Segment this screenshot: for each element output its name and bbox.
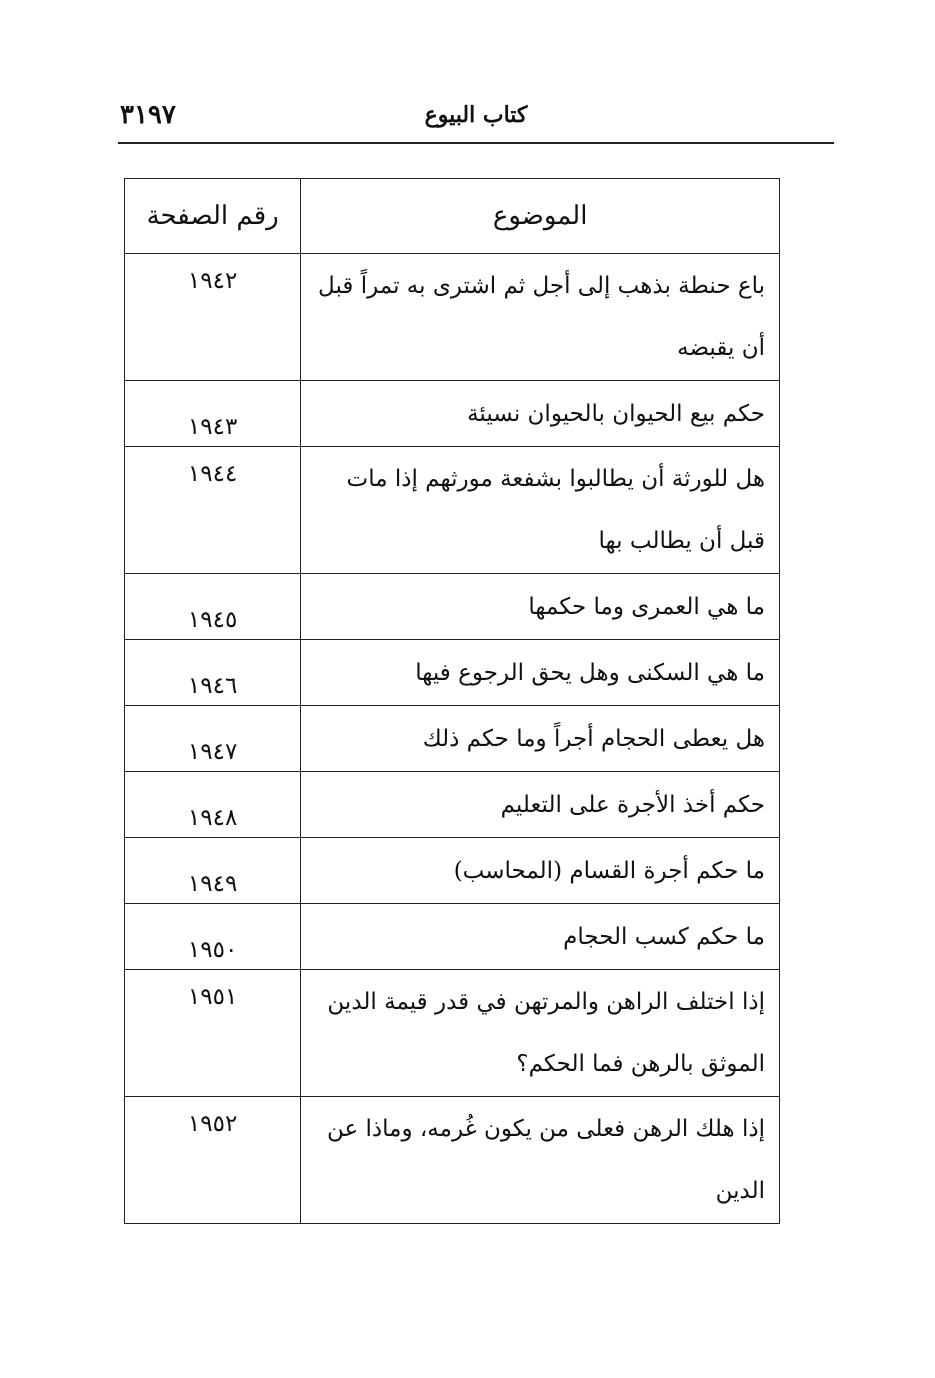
topic-cell: باع حنطة بذهب إلى أجل ثم اشترى به تمراً قبل أن يقبضه [301, 254, 780, 381]
book-title: كتاب البيوع [424, 102, 528, 128]
topic-cell: حكم أخذ الأجرة على التعليم [301, 772, 780, 838]
topic-cell: ما حكم أجرة القسام (المحاسب) [301, 838, 780, 904]
topic-cell: إذا هلك الرهن فعلى من يكون غُرمه، وماذا عن الدين [301, 1097, 780, 1224]
table-row [125, 970, 780, 1097]
topic-cell: ما هي السكنى وهل يحق الرجوع فيها [301, 640, 780, 706]
page-number: ٣١٩٧ [120, 100, 176, 130]
page-number-cell: ١٩٤٦ [125, 640, 301, 706]
topic-cell: ما هي العمرى وما حكمها [301, 574, 780, 640]
topic-cell: حكم بيع الحيوان بالحيوان نسيئة [301, 381, 780, 447]
column-header-page-number: رقم الصفحة [125, 179, 301, 254]
table-row [125, 574, 780, 640]
table-header-row [125, 179, 780, 254]
table-row [125, 381, 780, 447]
page-number-cell: ١٩٤٧ [125, 706, 301, 772]
page-number-cell: ١٩٤٣ [125, 381, 301, 447]
topic-cell: إذا اختلف الراهن والمرتهن في قدر قيمة الدين الموثق بالرهن فما الحكم؟ [301, 970, 780, 1097]
page-number-cell: ١٩٥٠ [125, 904, 301, 970]
page-number-cell: ١٩٤٨ [125, 772, 301, 838]
column-header-topic: الموضوع [301, 179, 780, 254]
table-row [125, 640, 780, 706]
table-row [125, 706, 780, 772]
page-number-cell: ١٩٤٩ [125, 838, 301, 904]
page-number-cell: ١٩٤٥ [125, 574, 301, 640]
topic-cell: ما حكم كسب الحجام [301, 904, 780, 970]
topic-cell: هل للورثة أن يطالبوا بشفعة مورثهم إذا مات قبل أن يطالب بها [301, 447, 780, 574]
page-number-cell: ١٩٤٤ [125, 447, 301, 574]
table-of-contents [124, 178, 780, 1224]
table-row [125, 772, 780, 838]
page-number-cell: ١٩٤٢ [125, 254, 301, 381]
page-header [118, 98, 834, 144]
topic-cell: هل يعطى الحجام أجراً وما حكم ذلك [301, 706, 780, 772]
page-number-cell: ١٩٥٢ [125, 1097, 301, 1224]
table-row [125, 447, 780, 574]
table-row [125, 1097, 780, 1224]
table-row [125, 904, 780, 970]
table-row [125, 254, 780, 381]
page-number-cell: ١٩٥١ [125, 970, 301, 1097]
table-row [125, 838, 780, 904]
